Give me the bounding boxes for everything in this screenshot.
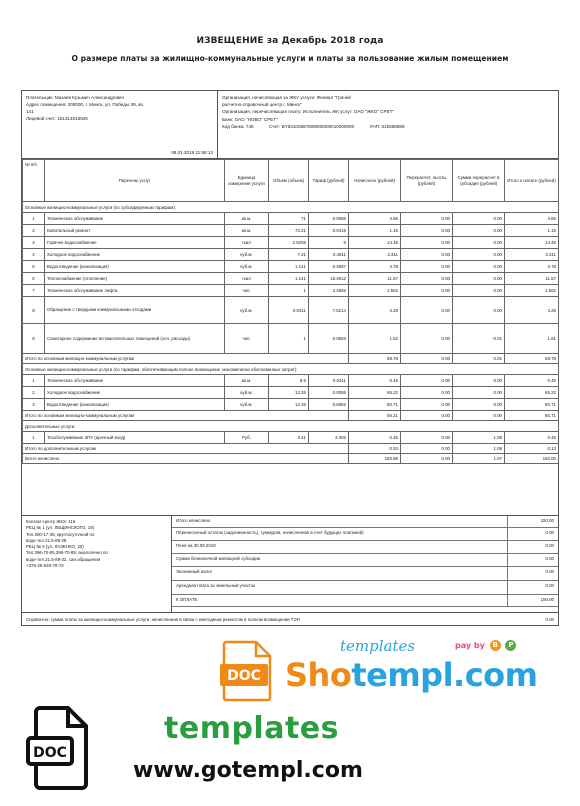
service-total: 1.15 — [505, 225, 559, 237]
service-total: 4.78 — [505, 261, 559, 273]
service-benefits: 0.00 — [401, 297, 453, 324]
org-line-1: Организация, начисляющая за ЖКУ услуги: Филиал "Грачей — [222, 95, 351, 100]
service-name: Техническое обслуживание — [45, 213, 225, 225]
service-accrued: 0.45 — [349, 432, 401, 444]
service-tariff: 0.0656 — [309, 213, 349, 225]
issue-datetime: 08.01.2019 11:56:12 — [171, 150, 213, 155]
col-subsidy: Сумма перерасчет в субсидия (рублей) — [453, 160, 505, 202]
service-unit: куб.м. — [225, 387, 269, 399]
table-row — [23, 273, 559, 285]
service-accrued: 4.65 — [349, 213, 401, 225]
summary-value: 0.00 — [545, 583, 554, 588]
service-tariff: 16.4512 — [309, 273, 349, 285]
service-volume: 3.41 — [269, 432, 309, 444]
summary-table — [172, 516, 558, 613]
service-volume: 2.5255 — [269, 237, 309, 249]
service-tariff: 0.4587 — [309, 261, 349, 273]
table-row — [23, 375, 559, 387]
service-name: Теплоснабжение (отопление) — [45, 273, 225, 285]
service-accrued: 1.15 — [349, 225, 401, 237]
watermark-templates-title: templates — [164, 711, 339, 746]
service-tariff: 3.4582 — [309, 285, 349, 297]
row-number: 7 — [23, 285, 45, 297]
table-row — [23, 225, 559, 237]
service-unit: кв.м. — [225, 213, 269, 225]
notice-subtitle: О размере платы за жилищно-коммунальные услуги и платы за пользование жилым помещением — [71, 54, 509, 63]
large-doc-file-icon — [26, 704, 92, 792]
section-header-row — [23, 364, 559, 375]
service-accrued: 3.311 — [349, 249, 401, 261]
summary-label: Итого начислено — [176, 518, 211, 523]
service-unit: кв.м. — [225, 225, 269, 237]
service-subsidy: 0.00 — [453, 273, 505, 285]
table-row — [23, 285, 559, 297]
payer-account: Лицевой счет: 151314818945 — [26, 116, 88, 121]
service-tariff: 7.5214 — [309, 297, 349, 324]
service-total: 0.45 — [505, 375, 559, 387]
service-unit: чел. — [225, 324, 269, 354]
service-name: Холодное водоснабжение — [45, 387, 225, 399]
row-number: 4 — [23, 249, 45, 261]
service-name: Техническое обслуживание лифта — [45, 285, 225, 297]
summary-label: Перенесенный остаток (задолженность), суммуров, начисленная в счет будущих платежей) — [176, 530, 364, 535]
bank-account: Счет: BY63100587809000000010000000 — [268, 123, 355, 129]
service-volume: 8.5 — [269, 375, 309, 387]
subtotal-subsidy: 1.07 — [453, 454, 505, 464]
service-total: 1.562 — [505, 285, 559, 297]
summary-label: Арендная плата за земельный участок — [176, 583, 256, 588]
summary-label: Сумма безналичной жилищной субсидии — [176, 556, 261, 561]
service-accrued: 65.22 — [349, 387, 401, 399]
org-unp: УНП: 615558889 — [369, 123, 405, 129]
organization-block — [218, 91, 558, 159]
table-row — [23, 237, 559, 249]
service-unit: куб.м. — [225, 297, 269, 324]
section-header-row — [23, 202, 559, 213]
service-subsidy: 0.00 — [453, 375, 505, 387]
summary-value: 150.00 — [540, 597, 554, 602]
service-tariff: 0.0311 — [309, 375, 349, 387]
subtotal-benefits: 0.00 — [401, 454, 453, 464]
org-line-2: расчетно-справочный центр г. Минск" — [222, 102, 302, 108]
row-number: 9 — [23, 324, 45, 354]
subtotal-total: 0.13 — [505, 444, 559, 454]
service-subsidy: 0.00 — [453, 387, 505, 399]
service-subsidy: -0.01 — [453, 324, 505, 354]
subtotal-subsidy: 1.08 — [453, 444, 505, 454]
service-benefits: 0.00 — [401, 375, 453, 387]
row-number: 2 — [23, 225, 45, 237]
service-benefits: 0.00 — [401, 432, 453, 444]
contact-line: +375-25-620-78-72 — [26, 563, 64, 569]
contact-info — [22, 516, 172, 613]
summary-value: 0.00 — [545, 543, 554, 548]
pay-by-badge — [455, 640, 516, 651]
service-total: 4.28 — [505, 297, 559, 324]
summary-label: Экономный налог — [176, 569, 213, 574]
service-total: 80.71 — [505, 399, 559, 411]
subtotal-benefits: 0.00 — [401, 354, 453, 364]
summary-row — [172, 528, 558, 541]
service-benefits: 0.00 — [401, 225, 453, 237]
service-benefits: 0.00 — [401, 237, 453, 249]
service-volume: 1 — [269, 324, 309, 354]
service-volume: 12.26 — [269, 387, 309, 399]
service-benefits: 0.00 — [401, 261, 453, 273]
service-subsidy: 0.00 — [453, 297, 505, 324]
service-volume: 7.21 — [269, 249, 309, 261]
service-name: Техобслуживание ЗПУ (арочный вход) — [45, 432, 225, 444]
service-total: 3.311 — [505, 249, 559, 261]
service-benefits: 0.00 — [401, 273, 453, 285]
coin-p-icon: P — [505, 640, 516, 651]
subtotal-accrued: 0.53 — [349, 444, 401, 454]
service-accrued: 14.45 — [349, 237, 401, 249]
contact-line: воде-тел.21.5-89-28 — [26, 537, 67, 543]
invoice-frame — [21, 90, 559, 626]
service-unit: гкал — [225, 237, 269, 249]
col-total: Итого к оплате (рублей) — [505, 160, 559, 202]
col-accrued: Начислено (рублей) — [349, 160, 401, 202]
pay-by-text: pay by — [455, 641, 485, 650]
service-benefits: 0.00 — [401, 213, 453, 225]
summary-value: 0.00 — [545, 530, 554, 535]
contact-line: воде-тел.21.5-89-32, сан.обращения — [26, 556, 101, 562]
summary-label: К ОПЛАТЕ — [176, 597, 198, 602]
summary-label: Пеня на 30.09.2018 — [176, 543, 216, 548]
col-benefits: Перерасчет, льготы (рублей) — [401, 160, 453, 202]
service-total: 4.65 — [505, 213, 559, 225]
watermark-url: www.gotempl.com — [133, 758, 363, 783]
service-subsidy: 0.00 — [453, 249, 505, 261]
service-name: Водоотведение (канализация) — [45, 261, 225, 273]
service-unit: куб.м. — [225, 249, 269, 261]
subtotal-accrued: 56.21 — [349, 411, 401, 421]
reference-note-text: Справочно: сумма платы за жилищно-коммунальные услуги, начисленная в связи с ежегодным ремонтом в полном возмещении ТЭП — [26, 617, 300, 622]
service-accrued: 4.78 — [349, 261, 401, 273]
table-row — [23, 432, 559, 444]
service-subsidy: 0.00 — [453, 261, 505, 273]
col-volume: Объём (объем) — [269, 160, 309, 202]
summary-row — [172, 567, 558, 581]
service-tariff: 0.4511 — [309, 249, 349, 261]
service-subsidy: 0.00 — [453, 213, 505, 225]
subtotal-row — [23, 411, 559, 421]
subtotal-total: 150.00 — [505, 454, 559, 464]
service-unit: гкал — [225, 273, 269, 285]
col-tariff: Тариф (рублей) — [309, 160, 349, 202]
subtotal-benefits: 0.00 — [401, 444, 453, 454]
subtotal-row — [23, 444, 559, 454]
table-row — [23, 324, 559, 354]
service-tariff: 3.302 — [309, 432, 349, 444]
summary-value: 0.00 — [545, 569, 554, 574]
shotempl-logo-part1: Sho — [285, 656, 352, 694]
subtotal-accrued: 68.78 — [349, 354, 401, 364]
row-number: 6 — [23, 273, 45, 285]
row-number: 3 — [23, 237, 45, 249]
large-doc-icon-label: DOC — [33, 745, 67, 761]
service-name: Санитарное содержание вспомогательных помещений (осн. расходы) — [45, 324, 225, 354]
reference-note — [22, 612, 558, 626]
subtotal-row — [23, 454, 559, 464]
shotempl-logo-part2: templ.com — [351, 656, 538, 694]
service-benefits: 0.00 — [401, 324, 453, 354]
summary-value: 150.00 — [540, 518, 554, 523]
service-name: Холодное водоснабжение — [45, 249, 225, 261]
service-accrued: 11.57 — [349, 273, 401, 285]
service-total: 11.57 — [505, 273, 559, 285]
doc-icon-label: DOC — [227, 668, 261, 684]
subtotal-subsidy: 0.01 — [453, 354, 505, 364]
summary-section — [22, 515, 558, 612]
service-unit: чел. — [225, 285, 269, 297]
subtotal-label: Итого по основным жилищно-коммунальным услугам — [23, 354, 349, 364]
service-subsidy: 0.00 — [453, 285, 505, 297]
org-bank-details — [222, 123, 554, 130]
subtotal-subsidy: 0.00 — [453, 411, 505, 421]
service-volume: 12.26 — [269, 399, 309, 411]
service-accrued: 1.562 — [349, 285, 401, 297]
services-table — [22, 159, 559, 464]
col-unit: Единица измерения услуги — [225, 160, 269, 202]
row-number: 3 — [23, 399, 45, 411]
subtotal-total: 80.71 — [505, 411, 559, 421]
summary-row — [172, 581, 558, 595]
service-name: Горячее водоснабжение — [45, 237, 225, 249]
invoice-header — [22, 91, 558, 159]
service-accrued: 80.71 — [349, 399, 401, 411]
watermark-templates-script: templates — [340, 637, 416, 655]
payer-name: Плательщик: Мазаев Кузьмич Александрович — [26, 95, 124, 100]
service-total: 1.61 — [505, 324, 559, 354]
subtotal-total: 68.78 — [505, 354, 559, 364]
row-number: 5 — [23, 261, 45, 273]
service-total: 0.45 — [505, 432, 559, 444]
org-bank: Банк: ОАО "НОВО" СРЕТ" — [222, 116, 278, 122]
service-name: Техническое обслуживание — [45, 375, 225, 387]
bank-code: Код банка: 745 — [222, 123, 254, 129]
summary-row — [172, 516, 558, 528]
col-service: Перечень услуг — [45, 160, 225, 202]
service-name: Водоотведение (канализация) — [45, 399, 225, 411]
subtotal-label: Итого по основным жилищно-коммунальным услугам — [23, 411, 349, 421]
service-unit: Руб. — [225, 432, 269, 444]
service-tariff: 0.0055 — [309, 387, 349, 399]
section-title: Основные жилищно-коммунальные услуги (по субсидируемым тарифам): — [23, 202, 559, 213]
service-total: 14.45 — [505, 237, 559, 249]
service-volume: 71 — [269, 213, 309, 225]
subtotal-benefits: 0.00 — [401, 411, 453, 421]
service-accrued: 1.62 — [349, 324, 401, 354]
service-name: Обращение с твердыми коммунальными отходами — [45, 297, 225, 324]
section-header-row — [23, 421, 559, 432]
summary-row — [172, 595, 558, 607]
service-tariff: 0.0563 — [309, 324, 349, 354]
summary-row — [172, 541, 558, 554]
subtotal-label: Всего начислено — [23, 454, 349, 464]
row-number: 1 — [23, 213, 45, 225]
org-line-3: Организация, перечисляющая плату: Исполнитель ЖК услуг: ОАО "ЖКО" СРЕТ" — [222, 109, 395, 115]
payer-address-apartment: 141 — [26, 109, 34, 114]
contact-line: РЕЦ № 5 (ул. ЛАЗЕНКО, 20) — [26, 544, 84, 550]
service-subsidy: 0.00 — [453, 237, 505, 249]
col-number: № п/п — [23, 160, 45, 202]
summary-row — [172, 554, 558, 567]
service-name: Капитальный ремонт — [45, 225, 225, 237]
service-volume: 72.21 — [269, 225, 309, 237]
subtotal-row — [23, 354, 559, 364]
service-unit: куб.м. — [225, 261, 269, 273]
table-row — [23, 387, 559, 399]
service-benefits: 0.00 — [401, 285, 453, 297]
service-total: 65.22 — [505, 387, 559, 399]
summary-value: 0.00 — [545, 556, 554, 561]
row-number: 1 — [23, 375, 45, 387]
reference-note-value: 0.00 — [545, 617, 554, 622]
section-title: Дополнительные услуги: — [23, 421, 559, 432]
contact-line: Контакт-центр ЖКХ: 115 — [26, 519, 76, 524]
service-subsidy: 1.08 — [453, 432, 505, 444]
service-benefits: 0.00 — [401, 399, 453, 411]
section-title: Основные жилищно-коммунальные услуги (по тарифам, обеспечивающим полное возмещение экономически обоснованных затрат): — [23, 364, 559, 375]
subtotal-label: Итого по дополнительным услугам — [23, 444, 349, 454]
shotempl-logo — [285, 656, 537, 694]
table-row — [23, 213, 559, 225]
payer-address: Адрес помещения: 200000, г. Минск, ул. Победы 39, кв. — [26, 102, 144, 107]
service-benefits: 0.00 — [401, 249, 453, 261]
service-volume: 1 — [269, 285, 309, 297]
bitcoin-icon: B — [490, 640, 501, 651]
doc-file-icon — [220, 640, 274, 702]
service-tariff: 8 — [309, 237, 349, 249]
row-number: 2 — [23, 387, 45, 399]
service-tariff: 0.6852 — [309, 399, 349, 411]
service-subsidy: 0.00 — [453, 225, 505, 237]
service-accrued: 0.45 — [349, 375, 401, 387]
service-volume: 1.141 — [269, 261, 309, 273]
service-volume: 1.141 — [269, 273, 309, 285]
table-row — [23, 261, 559, 273]
contact-line: Тел.300-17-35; круглосуточной по — [26, 531, 95, 537]
service-benefits: 0.00 — [401, 387, 453, 399]
table-row — [23, 297, 559, 324]
contact-line: РЕЦ № 1 (ул. ЛЕЩИНСКОГО, 18) — [26, 525, 95, 531]
service-unit: кв.м. — [225, 375, 269, 387]
contact-line: Тел.396-70-85,396-70-85; аналогично по — [26, 550, 108, 556]
service-tariff: 0.0415 — [309, 225, 349, 237]
payer-block — [22, 91, 218, 159]
service-subsidy: 0.00 — [453, 399, 505, 411]
row-number: 8 — [23, 297, 45, 324]
service-accrued: 4.28 — [349, 297, 401, 324]
service-unit: куб.м. — [225, 399, 269, 411]
notice-title: ИЗВЕЩЕНИЕ за Декабрь 2018 года — [196, 36, 384, 46]
table-row — [23, 399, 559, 411]
service-volume: 0.0411 — [269, 297, 309, 324]
row-number: 1 — [23, 432, 45, 444]
table-row — [23, 249, 559, 261]
subtotal-accrued: 150.88 — [349, 454, 401, 464]
